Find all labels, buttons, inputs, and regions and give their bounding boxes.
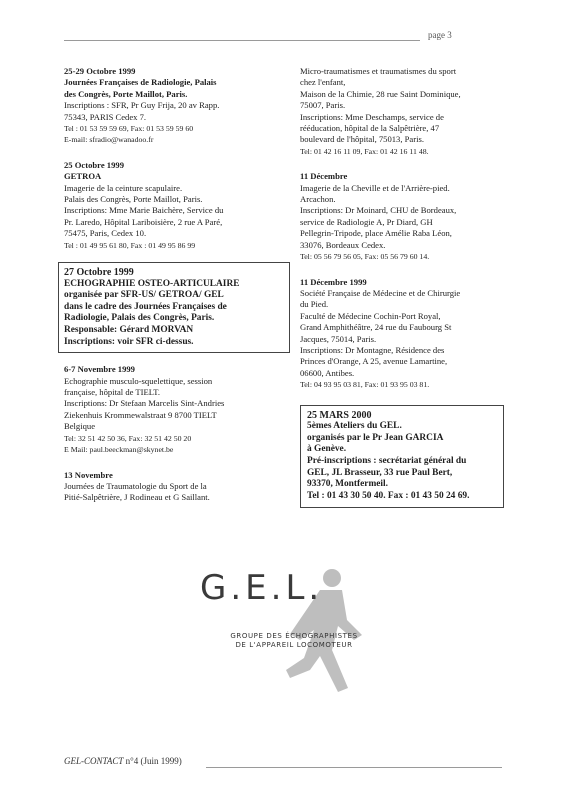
event-traumato-continued: [300, 66, 504, 157]
box-line: ECHOGRAPHIE OSTEO-ARTICULAIRE: [64, 278, 240, 289]
event-date: 13 Novembre: [64, 469, 113, 480]
event-text: Pr. Laredo, Hôpital Lariboisière, 2 rue A Paré,: [64, 216, 223, 227]
event-text: Société Française de Médecine et de Chirurgie: [300, 287, 461, 298]
box-line: Pré-inscriptions : secrétariat général du: [307, 455, 467, 466]
event-tielt: [64, 364, 284, 455]
event-text: Echographie musculo-squelettique, session: [64, 375, 213, 386]
event-date: 11 Décembre: [300, 171, 348, 182]
event-date: 25-29 Octobre 1999: [64, 66, 136, 76]
event-text: Inscriptions: Dr Moinard, CHU de Bordeaux,: [300, 205, 457, 216]
event-text: Faculté de Médecine Cochin-Port Royal,: [300, 310, 441, 321]
event-text: Palais des Congrès, Porte Maillot, Paris.: [64, 194, 203, 205]
event-text: du Pied.: [300, 299, 329, 310]
event-text: 75343, PARIS Cedex 7.: [64, 111, 147, 122]
footer-publication: GEL-CONTACT: [64, 756, 124, 766]
event-getroa: [64, 160, 284, 251]
header-rule: [64, 40, 420, 41]
gel-logo-tagline: [204, 632, 384, 650]
footer-rule: [206, 767, 502, 768]
event-text: Imagerie de la Cheville et de l'Arrière-pied.: [300, 182, 450, 193]
event-phone: Tel : 01 53 59 59 69, Fax: 01 53 59 59 60: [64, 124, 194, 134]
event-text: Imagerie de la ceinture scapulaire.: [64, 182, 183, 193]
event-date: 25 MARS 2000: [307, 409, 372, 421]
event-text: Princes d'Orange, A 25, avenue Lamartine,: [300, 356, 448, 367]
event-date: 25 Octobre 1999: [64, 159, 124, 170]
event-pied: [300, 277, 504, 391]
event-text: Inscriptions: Mme Deschamps, service de: [300, 111, 444, 122]
event-text: chez l'enfant,: [300, 77, 346, 88]
event-phone: Tel: 32 51 42 50 36, Fax: 32 51 42 50 20: [64, 433, 192, 443]
box-line: à Genève.: [307, 444, 347, 455]
event-text: boulevard de l'hôpital, 75013, Paris.: [300, 134, 424, 145]
event-date: 27 Octobre 1999: [64, 267, 134, 279]
event-phone: Tel: 01 42 16 11 09, Fax: 01 42 16 11 48.: [300, 146, 429, 156]
tagline-line: DE L'APPAREIL LOCOMOTEUR: [235, 641, 353, 649]
event-email: E-mail: sfradio@wanadoo.fr: [64, 135, 154, 145]
box-line: dans le cadre des Journées Françaises de: [64, 301, 227, 312]
box-line: Inscriptions: voir SFR ci-dessus.: [64, 336, 194, 347]
event-text: 33076, Bordeaux Cedex.: [300, 239, 386, 250]
box-line: 5èmes Ateliers du GEL.: [307, 421, 402, 432]
right-column: [300, 66, 504, 508]
box-line: organisés par le Pr Jean GARCIA: [307, 432, 444, 443]
event-traumato: [64, 470, 284, 504]
event-text: rééducation, hôpital de la Salpêtrière, 47: [300, 123, 440, 134]
event-text: Jacques, 75014, Paris.: [300, 333, 377, 344]
event-text: Pitié-Salpêtrière, J Rodineau et G Saillant.: [64, 492, 210, 503]
event-date: 11 Décembre 1999: [300, 276, 367, 287]
box-line: organisée par SFR-US/ GETROA/ GEL: [64, 290, 224, 301]
box-line: Radiologie, Palais des Congrès, Paris.: [64, 313, 215, 324]
box-line: Tel : 01 43 30 50 40. Fax : 01 43 50 24 69.: [307, 490, 470, 501]
box-line: Responsable: Gérard MORVAN: [64, 325, 194, 336]
event-text: Ziekenhuis Krommewalstraat 9 8700 TIELT: [64, 409, 217, 420]
event-text: Inscriptions: Dr Montagne, Résidence des: [300, 344, 445, 355]
highlight-box-ateliers-gel: [300, 405, 504, 509]
event-text: 06600, Antibes.: [300, 367, 355, 378]
event-text: française, hôpital de TIELT.: [64, 387, 161, 398]
event-text: Journées de Traumatologie du Sport de la: [64, 480, 207, 491]
event-title: Journées Françaises de Radiologie, Palais: [64, 77, 217, 88]
event-text: Inscriptions: Mme Marie Baichère, Service du: [64, 205, 224, 216]
event-jfr: [64, 66, 284, 146]
event-text: service de Radiologie A, Pr Diard, GH: [300, 216, 433, 227]
tagline-line: GROUPE DES ÉCHOGRAPHISTES: [230, 632, 358, 640]
event-cheville: [300, 171, 504, 262]
event-text: Grand Amphithéâtre, 24 rue du Faubourg St: [300, 322, 452, 333]
event-text: Micro-traumatismes et traumatismes du sport: [300, 66, 457, 76]
footer-date: (Juin 1999): [138, 756, 182, 766]
event-phone: Tel: 05 56 79 56 05, Fax: 05 56 79 60 14.: [300, 252, 430, 262]
event-text: Pellegrin-Tripode, place Amélie Raba Léon,: [300, 228, 452, 239]
event-phone: Tel: 04 93 95 03 81, Fax: 01 93 95 03 81.: [300, 380, 430, 390]
event-text: Arcachon.: [300, 194, 336, 205]
event-date: 6-7 Novembre 1999: [64, 364, 135, 375]
event-email: E Mail: paul.beeckman@skynet.be: [64, 445, 174, 455]
footer: [64, 756, 182, 766]
event-text: Inscriptions: Dr Stefaan Marcelis Sint-Andries: [64, 398, 225, 409]
event-text: 75475, Paris, Cedex 10.: [64, 228, 147, 239]
footer-issue: n°4: [123, 756, 139, 766]
event-text: Belgique: [64, 421, 96, 432]
highlight-box-echo-osteo: [58, 262, 290, 353]
event-title: des Congrès, Porte Maillot, Paris.: [64, 88, 188, 99]
event-text: Maison de la Chimie, 28 rue Saint Dominique,: [300, 88, 461, 99]
left-column: [64, 66, 284, 504]
gel-logo-text: G.E.L.: [200, 568, 324, 608]
box-line: GEL, JL Brasseur, 33 rue Paul Bert,: [307, 467, 453, 478]
event-text: Inscriptions : SFR, Pr Guy Frija, 20 av Rapp.: [64, 100, 220, 111]
event-title: GETROA: [64, 171, 102, 182]
page-number: page 3: [428, 30, 452, 40]
event-text: 75007, Paris.: [300, 100, 346, 111]
event-phone: Tel : 01 49 95 61 80, Fax : 01 49 95 86 99: [64, 240, 196, 250]
box-line: 93370, Montfermeil.: [307, 479, 388, 490]
